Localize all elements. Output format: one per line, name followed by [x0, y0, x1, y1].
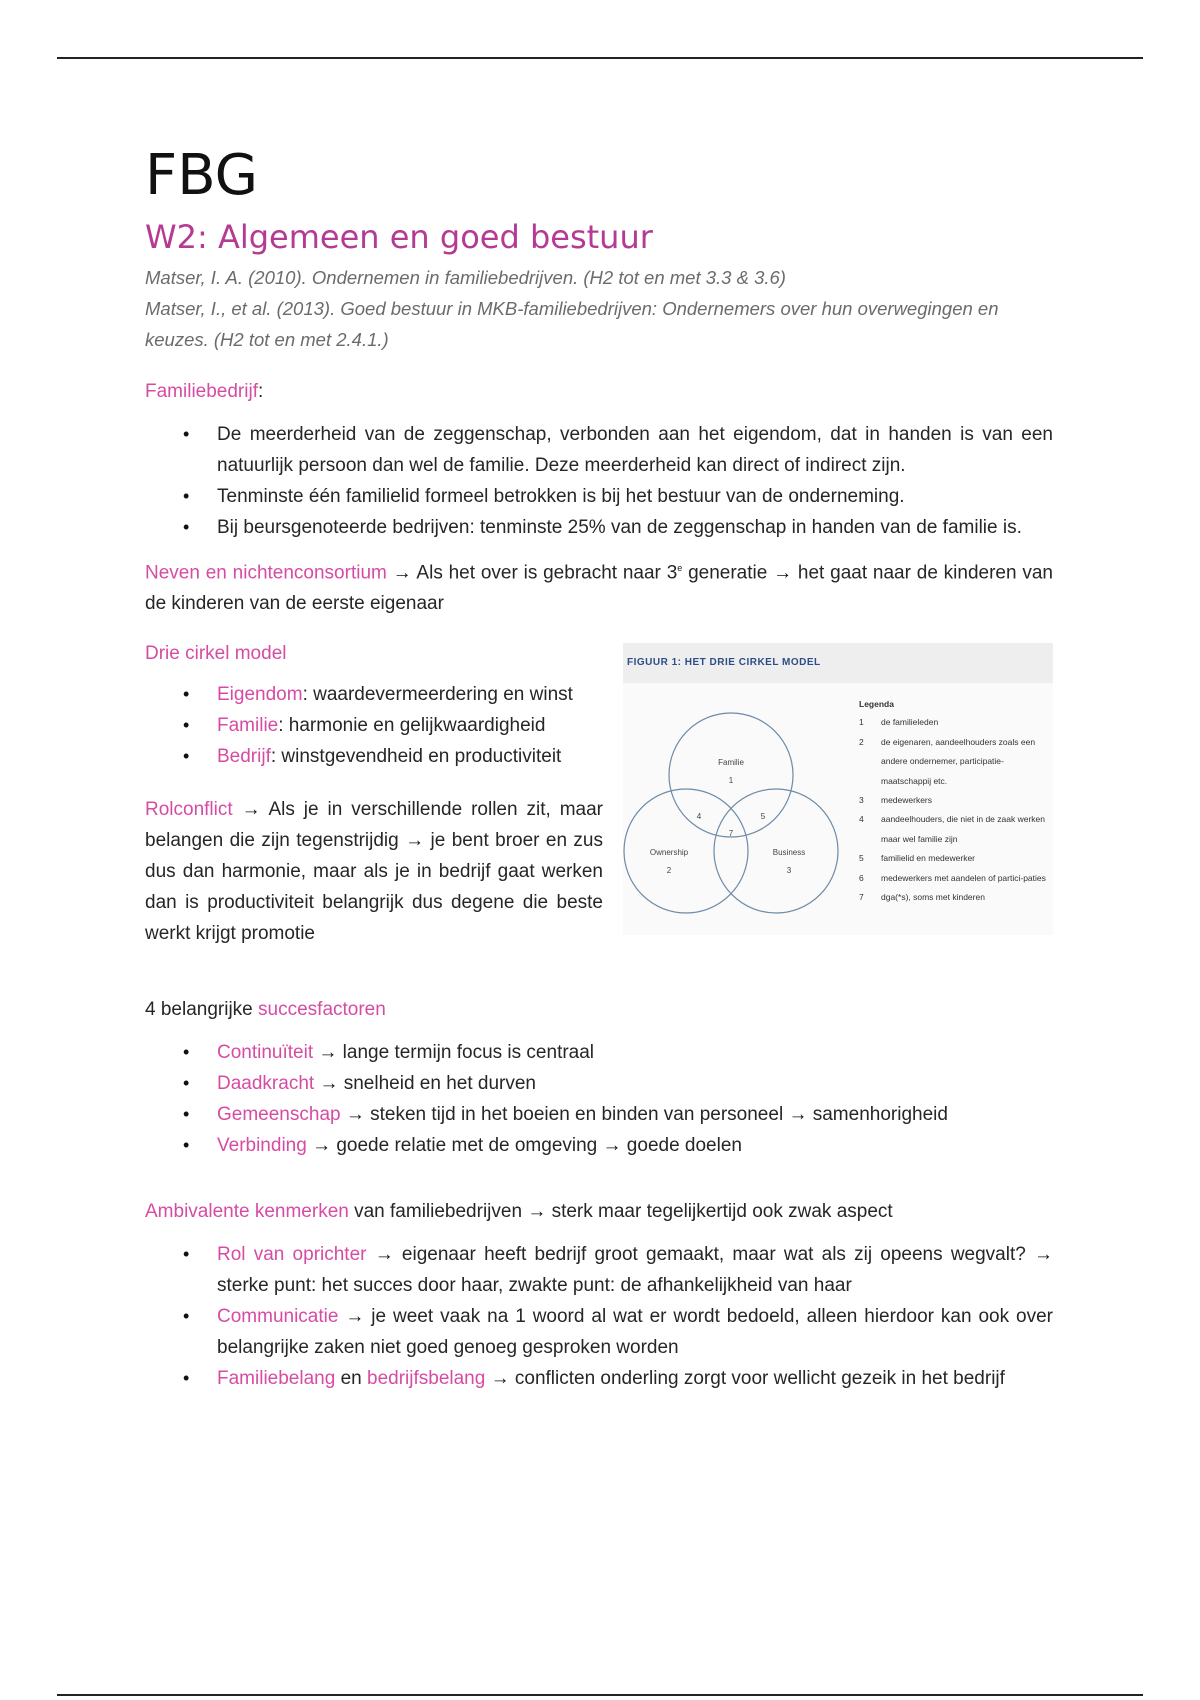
succesfactoren-heading [145, 999, 1053, 1021]
arrow-icon: → [1034, 1244, 1054, 1266]
arrow-icon: → [788, 1104, 808, 1126]
list-item: • Tenminste één familielid formeel betrokken is bij het bestuur van de onderneming. [145, 481, 1053, 512]
arrow-icon: → [241, 799, 261, 821]
reference-2: Matser, I., et al. (2013). Goed bestuur in MKB-familiebedrijven: Ondernemers over hun overwegingen en keuzes. (H2 tot en met 2.4.1.) [145, 298, 999, 350]
reference-1: Matser, I. A. (2010). Ondernemen in familiebedrijven. (H2 tot en met 3.3 & 3.6) [145, 267, 786, 288]
doc-subtitle: W2: Algemeen en goed bestuur [145, 218, 653, 256]
business-label: Business [772, 848, 806, 858]
legend-number: 1 [859, 717, 864, 728]
arrow-icon: → [392, 562, 412, 584]
document-page [145, 140, 1053, 1404]
list-item [145, 1239, 1053, 1301]
arrow-icon: → [312, 1135, 332, 1157]
list-item: • De meerderheid van de zeggenschap, verbonden aan het eigendom, dat in handen is van een natuurlijk persoon dan wel de familie. Deze meerderheid kan direct of indirect zijn. [145, 419, 1053, 481]
item-text: : waardevermeerdering en winst [302, 684, 573, 706]
item-text: : harmonie en gelijkwaardigheid [278, 715, 546, 737]
doc-title: FBG [145, 143, 259, 208]
legend-text: medewerkers met aandelen of partici-paties [881, 872, 1046, 883]
familie-circle [669, 713, 793, 837]
arrow-icon: → [602, 1135, 622, 1157]
neven-text: het gaat naar de kinderen van de kinderen van de eerste eigenaar [145, 562, 1054, 615]
ambi-text: van familiebedrijven [348, 1201, 528, 1223]
legend-text: de eigenaren, aandeelhouders zoals een andere ondernemer, participatie-maatschappij etc. [881, 736, 1036, 786]
three-circle-figure [623, 643, 1053, 935]
item-term: Communicatie [217, 1306, 339, 1328]
legend-row [859, 869, 1049, 888]
legend-row [859, 849, 1049, 868]
arrow-icon: → [345, 1104, 365, 1126]
list-item [145, 1130, 1053, 1161]
item-text: eigenaar heeft bedrijf groot gemaakt, maar wat als zij opeens wegvalt? [393, 1244, 1035, 1266]
item-text: en [335, 1368, 367, 1390]
item-term: bedrijfsbelang [367, 1368, 486, 1390]
legend-row [859, 713, 1049, 732]
legend-number: 2 [859, 736, 864, 747]
list-item [145, 741, 603, 772]
figure-legend [859, 699, 1049, 907]
legend-title: Legenda [859, 699, 894, 710]
succesfactoren-list [145, 1037, 1053, 1161]
arrow-icon: → [318, 1042, 338, 1064]
ambi-text: sterk maar tegelijkertijd ook zwak aspect [546, 1201, 893, 1223]
drie-cirkel-text [145, 643, 603, 949]
list-item [145, 710, 603, 741]
familiebedrijf-term: Familiebedrijf [145, 381, 258, 402]
overlap-4-label: 4 [696, 812, 702, 822]
item-term: Daadkracht [217, 1073, 315, 1095]
overlap-7-label: 7 [728, 829, 734, 839]
item-text: goede relatie met de omgeving [331, 1135, 603, 1157]
legend-row [859, 791, 1049, 810]
ownership-number: 2 [666, 866, 672, 876]
legend-row [859, 810, 1049, 849]
item-term: Familiebelang [217, 1368, 336, 1390]
legend-text: medewerkers [881, 794, 933, 805]
venn-diagram [623, 683, 859, 935]
arrow-icon: → [374, 1244, 394, 1266]
arrow-icon: → [490, 1368, 510, 1390]
list-item [145, 1099, 1053, 1130]
drie-cirkel-heading: Drie cirkel model [145, 643, 287, 665]
item-term: Familie [217, 715, 279, 737]
familiebedrijf-colon: : [257, 381, 264, 402]
legend-row [859, 733, 1049, 791]
item-text: : winstgevendheid en productiviteit [270, 746, 562, 768]
item-text: conflicten onderling zorgt voor wellicht gezeik in het bedrijf [509, 1368, 1005, 1390]
list-item [145, 1068, 1053, 1099]
item-text: samenhorigheid [807, 1104, 948, 1126]
arrow-icon: → [345, 1306, 365, 1328]
item-text: lange termijn focus is centraal [337, 1042, 595, 1064]
succes-term: succesfactoren [258, 999, 386, 1021]
references [145, 262, 1053, 355]
item-text: steken tijd in het boeien en binden van personeel [364, 1104, 789, 1126]
list-item: • Bij beursgenoteerde bedrijven: tenminste 25% van de zeggenschap in handen van de familie is. [145, 512, 1053, 543]
legend-number: 7 [859, 891, 864, 902]
legend-text: aandeelhouders, die niet in de zaak werken maar wel familie zijn [881, 814, 1045, 844]
item-text: goede doelen [621, 1135, 742, 1157]
legend-number: 3 [859, 794, 864, 805]
drie-cirkel-list [145, 679, 603, 772]
legend-text: de familieleden [881, 717, 939, 728]
ambivalente-list [145, 1239, 1053, 1394]
rolconflict-paragraph [145, 794, 603, 949]
legend-text: dga(*s), soms met kinderen [881, 891, 985, 902]
arrow-icon: → [773, 562, 793, 584]
succes-pre: 4 belangrijke [145, 999, 259, 1021]
legend-number: 4 [859, 814, 864, 825]
arrow-icon: → [319, 1073, 339, 1095]
rolconflict-term: Rolconflict [145, 799, 233, 821]
drie-cirkel-section [145, 643, 1053, 965]
superscript: e [677, 563, 683, 573]
list-item [145, 1301, 1053, 1363]
rolconflict-text: je bent broer en zus dus dan harmonie, maar als je in bedrijf gaat werken dan is productiviteit belangrijk dus degene die beste werkt krijgt promotie [145, 830, 604, 945]
bottom-rule [57, 1694, 1143, 1696]
ambi-term: Ambivalente kenmerken [145, 1201, 349, 1223]
ambivalente-heading [145, 1201, 1053, 1223]
item-term: Eigendom [217, 684, 303, 706]
item-term: Rol van oprichter [217, 1244, 367, 1266]
item-text: snelheid en het durven [338, 1073, 536, 1095]
item-term: Verbinding [217, 1135, 307, 1157]
familiebedrijf-heading [145, 381, 1053, 403]
familie-label: Familie [718, 758, 744, 768]
neven-text: generatie [682, 562, 774, 584]
business-number: 3 [786, 866, 792, 876]
arrow-icon: → [405, 830, 425, 852]
rolconflict-text: Als je in verschillende rollen zit, maar belangen die zijn tegenstrijdig [145, 799, 603, 852]
legend-row [859, 888, 1049, 907]
neven-term: Neven en nichtenconsortium [145, 562, 387, 584]
item-term: Gemeenschap [217, 1104, 341, 1126]
item-term: Bedrijf [217, 746, 271, 768]
item-text: sterke punt: het succes door haar, zwakte punt: de afhankelijkheid van haar [217, 1275, 852, 1297]
ownership-label: Ownership [649, 848, 689, 858]
familie-number: 1 [728, 776, 734, 786]
familiebedrijf-list [145, 419, 1053, 543]
figure-header: FIGUUR 1: HET DRIE CIRKEL MODEL [623, 643, 1053, 683]
item-term: Continuïteit [217, 1042, 314, 1064]
list-item [145, 1037, 1053, 1068]
item-text: je weet vaak na 1 woord al wat er wordt bedoeld, alleen hierdoor kan ook over belangrijke zaken niet goed genoeg gesproken worden [217, 1306, 1053, 1359]
neven-text: Als het over is gebracht naar 3 [411, 562, 678, 584]
top-rule [57, 57, 1143, 59]
list-item [145, 1363, 1053, 1394]
legend-number: 5 [859, 853, 864, 864]
arrow-icon: → [527, 1201, 547, 1223]
legend-text: familielid en medewerker [881, 853, 976, 864]
list-item [145, 679, 603, 710]
overlap-5-label: 5 [760, 812, 766, 822]
legend-number: 6 [859, 872, 864, 883]
neven-paragraph [145, 553, 1053, 619]
